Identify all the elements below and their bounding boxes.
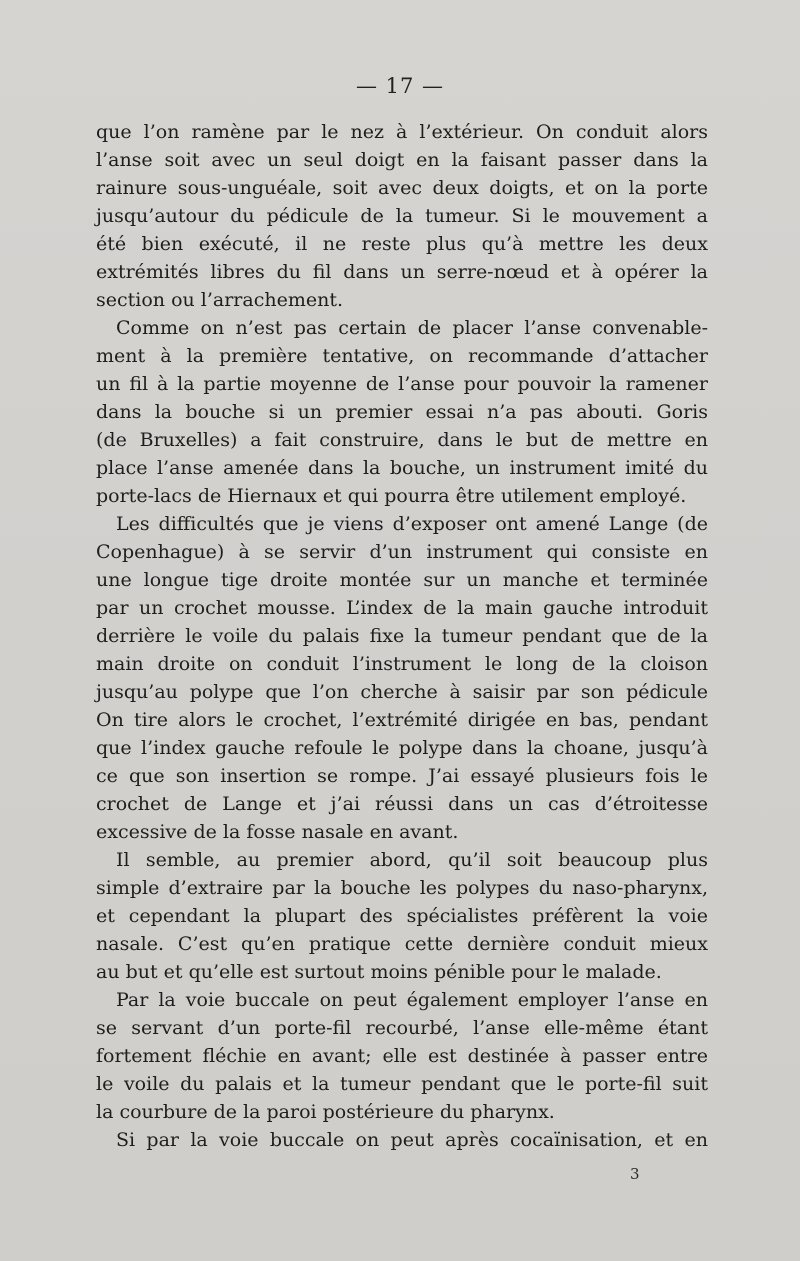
text-line: par un crochet mousse. L’index de la main gauche introduit [96,597,708,619]
text-line: (de Bruxelles) a fait construire, dans le but de mettre en [96,429,708,451]
text-line: simple d’extraire par la bouche les polypes du naso-pharynx, [96,877,708,899]
text-line: Comme on n’est pas certain de placer l’anse convenable- [116,317,708,339]
text-line: l’anse soit avec un seul doigt en la faisant passer dans la [96,149,708,171]
text-line: excessive de la fosse nasale en avant. [96,821,459,843]
paragraph-bouche [96,846,708,986]
paragraph-buccale [96,986,708,1126]
text-line: jusqu’autour du pédicule de la tumeur. Si le mouvement a [96,205,708,227]
text-line: nasale. C’est qu’en pratique cette dernière conduit mieux [96,933,708,955]
text-line: un fil à la partie moyenne de l’anse pour pouvoir la ramener [96,373,708,395]
text-line: dans la bouche si un premier essai n’a pas abouti. Goris [96,401,708,423]
text-line: crochet de Lange et j’ai réussi dans un cas d’étroitesse [96,793,708,815]
text-line: place l’anse amenée dans la bouche, un instrument imité du [96,457,708,479]
paragraph-goris [96,314,708,510]
text-line: Si par la voie buccale on peut après cocaïnisation, et en [116,1129,708,1151]
text-line: main droite on conduit l’instrument le long de la cloison [96,653,708,675]
page-number: — 17 — [355,74,445,98]
text-line: rainure sous-unguéale, soit avec deux doigts, et on la porte [96,177,708,199]
text-line: Les difficultés que je viens d’exposer ont amené Lange (de [116,513,708,535]
text-line: que l’index gauche refoule le polype dans la choane, jusqu’à [96,737,708,759]
paragraph-continuation [96,118,708,314]
text-line: section ou l’arrachement. [96,289,344,311]
text-line: ment à la première tentative, on recommande d’attacher [96,345,708,367]
text-line: la courbure de la paroi postérieure du pharynx. [96,1101,555,1123]
text-line: que l’on ramène par le nez à l’extérieur. On conduit alors [96,121,708,143]
text-line: et cependant la plupart des spécialistes préfèrent la voie [96,905,708,927]
body-text [96,118,708,1154]
text-line: derrière le voile du palais fixe la tumeur pendant que de la [96,625,708,647]
text-line: On tire alors le crochet, l’extrémité dirigée en bas, pendant [96,709,708,731]
text-line: ce que son insertion se rompe. J’ai essayé plusieurs fois le [96,765,708,787]
text-line: se servant d’un porte-fil recourbé, l’anse elle-même étant [96,1017,708,1039]
text-line: fortement fléchie en avant; elle est destinée à passer entre [96,1045,708,1067]
text-line: été bien exécuté, il ne reste plus qu’à mettre les deux [96,233,708,255]
text-line: jusqu’au polype que l’on cherche à saisir par son pédicule [96,681,708,703]
text-line: le voile du palais et la tumeur pendant que le porte-fil suit [96,1073,708,1095]
text-line: Par la voie buccale on peut également employer l’anse en [116,989,708,1011]
text-line: Il semble, au premier abord, qu’il soit beaucoup plus [116,849,708,871]
paragraph-cocaine [96,1126,708,1154]
text-line: Copenhague) à se servir d’un instrument qui consiste en [96,541,708,563]
text-line: au but et qu’elle est surtout moins pénible pour le malade. [96,961,662,983]
text-line: une longue tige droite montée sur un manche et terminée [96,569,708,591]
signature-mark: 3 [630,1165,640,1183]
text-line: porte-lacs de Hiernaux et qui pourra être utilement employé. [96,485,687,507]
paragraph-lange [96,510,708,846]
text-line: extrémités libres du fil dans un serre-nœud et à opérer la [96,261,708,283]
